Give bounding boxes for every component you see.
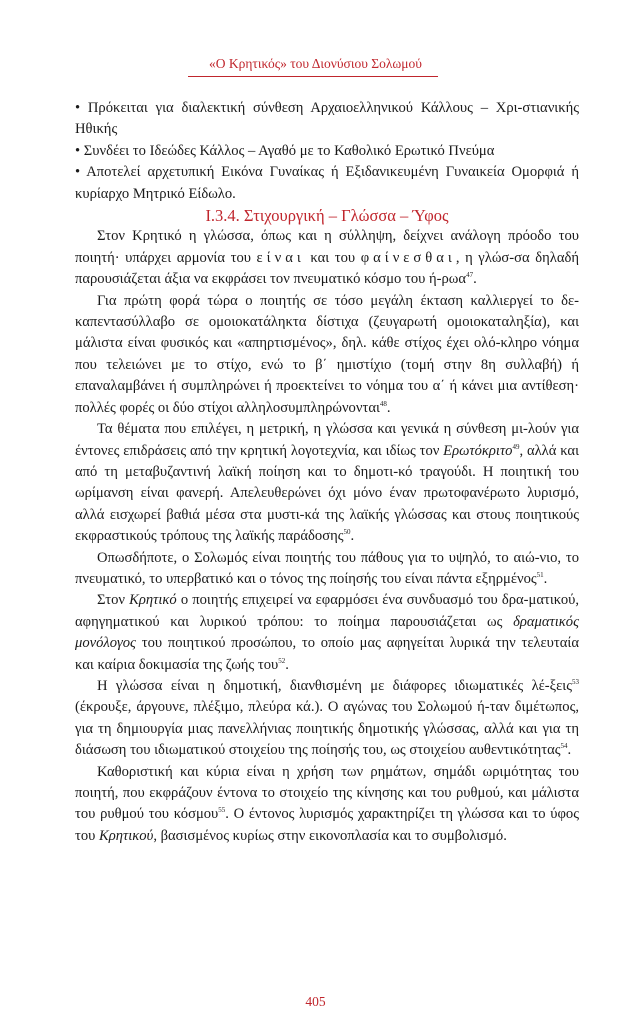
- italic-title: Κρητικού: [99, 827, 154, 844]
- text: , αλλά και από τη μεταβυζαντινή λαϊκή ποίηση και το δημοτι-κό τραγούδι. Η ποιητική του ωρίμανση είναι φανερή. Απελευθερώνει όχι μόνο έναν πρωτοφανέρωτο λυρισμό, αλλά εισχωρεί βαθιά μέσα στα μυστι-κά της λαϊκής γλώσσας και στους ποιητικούς εκφραστικούς τρόπους της λαϊκής παράδοσης: [75, 442, 579, 545]
- text: (έκρουξε, άργουνε, πλέξιμο, πλεύρα κά.). Ο αγώνας του Σολωμού ή-ταν διμέτωπος, για τη δημιουργία μιας πανελλήνιας ποιητικής δημοτικής γλώσσας, αλλά και για τη διάσωση του ιδιωματικού στοιχείου της ποίησής του, ως στοιχείου αυθεντικότητας: [75, 699, 579, 759]
- text: .: [350, 528, 355, 545]
- paragraph-7: [75, 762, 579, 848]
- paragraph-5: [75, 590, 579, 676]
- footnote-ref: 51: [536, 570, 544, 579]
- bullet-item: • Αποτελεί αρχετυπική Εικόνα Γυναίκας ή Εξιδανικευμένη Γυναικεία Ομορφιά ή κυρίαρχο Μητρικό Είδωλο.: [75, 164, 579, 202]
- text: Για πρώτη φορά τώρα ο ποιητής σε τόσο μεγάλη έκταση καλλιεργεί το δε-καπεντασύλλαβο σε ομοιοκατάληκτα δίστιχα (ζευγαρωτή ομοιοκαταληξία), και μάλιστα είναι φυσικός και «απηρτισμένος», δηλ. κάθε στίχος έχει ολό-κληρο νόημα που τελειώνει με το στίχο, ενώ το β΄ ημιστίχιο (τομή στην 8η συλλαβή) ή επαναλαμβάνει ή συμπληρώνει ή προεκτείνει το νόημα του α΄ ή κάνει μια αντίθεση· πολλές φορές οι δύο στίχοι αλληλοσυμπληρώνονται: [75, 292, 579, 416]
- spaced-word: φαίνεσθαι: [360, 249, 456, 266]
- text: Οπωσδήποτε, ο Σολωμός είναι ποιητής του πάθους για το υψηλό, το αιώ-νιο, το πνευματικό, το υπερβατικό και ο τόνος της ποίησής του είναι πάντα εξηρμένος: [75, 549, 579, 587]
- paragraph-1: [75, 226, 579, 290]
- bullet-list: [75, 98, 579, 205]
- text: Τα θέματα που επιλέγει, η μετρική, η γλώσσα και γενικά η σύνθεση μι-λούν για έντονες επιδράσεις από την κρητική λογοτεχνία, και ιδίως τον: [75, 421, 579, 459]
- footnote-ref: 54: [560, 742, 568, 751]
- footnote-ref: 49: [512, 442, 520, 451]
- text: .: [567, 742, 572, 759]
- footnote-ref: 52: [278, 656, 286, 665]
- italic-title: Κρητικό: [129, 592, 177, 609]
- italic-term: δραματικός μονόλογος: [75, 613, 579, 652]
- footnote-ref: 47: [466, 271, 474, 280]
- text: Καθοριστική και κύρια είναι η χρήση των ρημάτων, σημάδι ωριμότητας του ποιητή, που εκφράζουν έντονα το στοιχείο της κίνησης και του ρυθμού, και μάλιστα του ρυθμού του κόσμου: [75, 763, 579, 823]
- text: και του: [310, 249, 356, 266]
- running-head-underline: [188, 76, 438, 77]
- text: Στον Κρητικό η γλώσσα, όπως και η σύλληψη, δείχνει ανάλογη πρόοδο του ποιητή· υπάρχει αρμονία του: [75, 228, 579, 266]
- paragraph-4: [75, 548, 579, 591]
- text: ο ποιητής επιχειρεί να εφαρμόσει ένα συνδυασμό του δρα-ματικού, αφηγηματικού και λυρικού τρόπου: το ποίημα παρουσιάζεται ως: [75, 592, 579, 630]
- paragraph-2: [75, 291, 579, 419]
- page-number: 405: [305, 994, 326, 1009]
- paragraph-3: [75, 419, 579, 547]
- bullet-item: • Συνδέει το Ιδεώδες Κάλλος – Αγαθό με το Καθολικό Ερωτικό Πνεύμα: [75, 142, 495, 159]
- text: Η γλώσσα είναι η δημοτική, διανθισμένη με διάφορες ιδιωματικές λέ-ξεις: [97, 677, 572, 694]
- page-body: [75, 98, 579, 847]
- text: .: [473, 271, 477, 288]
- running-head: «Ο Κρητικός» του Διονύσιου Σολωμού: [209, 56, 422, 71]
- text: , βασισμένος κυρίως στην εικονοπλασία και το συμβολισμό.: [153, 827, 507, 844]
- footnote-ref: 55: [218, 806, 226, 815]
- bullet-item: • Πρόκειται για διαλεκτική σύνθεση Αρχαιοελληνικού Κάλλους – Χρι-στιανικής Ηθικής: [75, 100, 579, 138]
- text: .: [285, 656, 289, 673]
- italic-title: Ερωτόκριτο: [443, 442, 513, 459]
- text: του ποιητικού προσώπου, το οποίο μας αφηγείται λυρικά την τελευταία και καίρια δοκιμασία της ζωής του: [75, 635, 579, 673]
- text: Στον: [97, 592, 125, 609]
- text: , η γλώσ-σα δηλαδή παρουσιάζεται άξια να εκφράσει τον πνευματικό κόσμο του ή-ρωα: [75, 249, 579, 288]
- paragraph-6: [75, 676, 579, 762]
- text: .: [386, 399, 391, 416]
- text: . Ο έντονος λυρισμός χαρακτηρίζει τη γλώσσα και το ύφος του: [75, 806, 580, 844]
- text: .: [543, 570, 548, 587]
- spaced-word: είναι: [256, 249, 305, 266]
- footnote-ref: 50: [343, 528, 351, 537]
- footnote-ref: 53: [572, 677, 579, 686]
- footnote-ref: 48: [379, 399, 387, 408]
- section-heading: Ι.3.4. Στιχουργική – Γλώσσα – Ύφος: [205, 206, 449, 226]
